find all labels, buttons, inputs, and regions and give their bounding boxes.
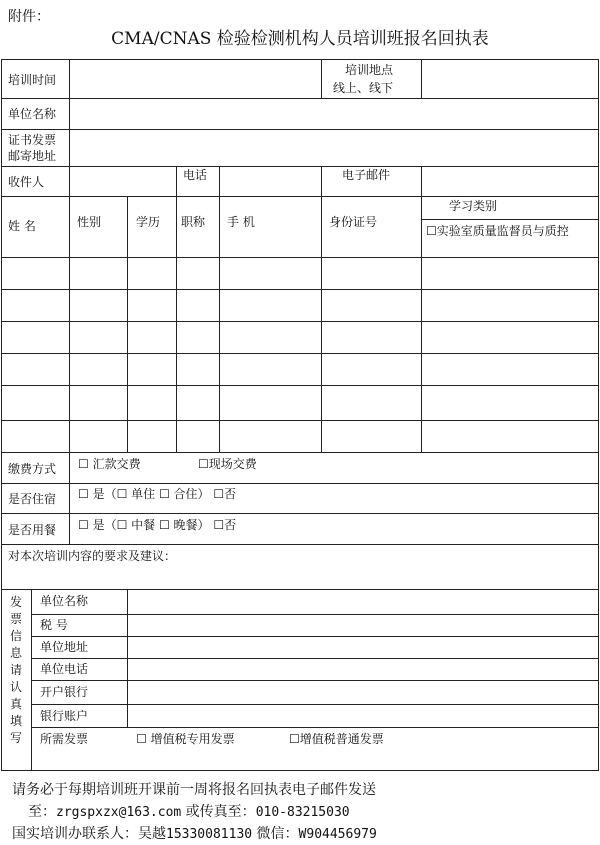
invoice-unit-address-label: 单位地址 bbox=[40, 640, 89, 654]
payment-remit-option[interactable]: ☐ 汇款交费 bbox=[78, 457, 141, 471]
suggestions-label: 对本次培训内容的要求及建议： bbox=[8, 549, 177, 563]
train-place-label: 培训地点 bbox=[345, 63, 394, 77]
invoice-required-label: 所需发票 bbox=[40, 732, 89, 746]
footer-person-line bbox=[12, 823, 377, 843]
meals-options[interactable]: ☐ 是（☐ 中餐 ☐ 晚餐） ☐否 bbox=[78, 518, 237, 532]
footer-contact-phone: 15330081130 bbox=[166, 827, 253, 842]
invoice-tax-no-label: 税 号 bbox=[40, 618, 68, 632]
footer-fax-label: 或传真至： bbox=[181, 804, 256, 820]
train-place-options: 线上、线下 bbox=[333, 81, 394, 95]
education-header: 学历 bbox=[136, 215, 161, 229]
footer-to-label: 至： bbox=[28, 804, 56, 820]
gender-header: 性别 bbox=[77, 215, 102, 229]
invoice-bank-label: 开户银行 bbox=[40, 685, 89, 699]
footer-wechat: W904456979 bbox=[298, 827, 377, 842]
job-title-header: 职称 bbox=[181, 215, 206, 229]
footer-person-label: 国实培训办联系人：吴越 bbox=[12, 826, 166, 842]
train-time-label: 培训时间 bbox=[8, 73, 57, 87]
invoice-unit-phone-label: 单位电话 bbox=[40, 662, 89, 676]
id-number-header: 身份证号 bbox=[329, 215, 378, 229]
invoice-special-option[interactable]: ☐ 增值税专用发票 bbox=[136, 732, 235, 746]
name-header: 姓 名 bbox=[8, 219, 36, 233]
study-category-option[interactable]: ☐实验室质量监督员与质控 bbox=[426, 224, 569, 238]
footer-email[interactable]: zrgspxzx@163.com bbox=[56, 805, 182, 820]
invoice-ordinary-option[interactable]: ☐增值税普通发票 bbox=[289, 732, 384, 746]
footer-instruction: 请务必于每期培训班开课前一周将报名回执表电子邮件发送 bbox=[12, 782, 376, 798]
meals-label: 是否用餐 bbox=[8, 523, 57, 537]
recipient-label: 收件人 bbox=[8, 175, 45, 189]
invoice-side-label: 发票信息请认真填写 bbox=[9, 595, 22, 745]
phone-label: 电话 bbox=[183, 168, 208, 182]
unit-name-label: 单位名称 bbox=[8, 107, 57, 121]
payment-label: 缴费方式 bbox=[8, 462, 57, 476]
mobile-header: 手 机 bbox=[227, 215, 255, 229]
email-label: 电子邮件 bbox=[342, 168, 391, 182]
cert-address-label-2: 邮寄地址 bbox=[8, 149, 57, 163]
cert-address-label-1: 证书发票 bbox=[8, 133, 57, 147]
form-title: CMA/CNAS 检验检测机构人员培训班报名回执表 bbox=[111, 29, 489, 49]
study-category-header: 学习类别 bbox=[449, 199, 498, 213]
footer-contact-line bbox=[28, 801, 350, 821]
lodging-options[interactable]: ☐ 是（☐ 单住 ☐ 合住） ☐否 bbox=[78, 487, 237, 501]
lodging-label: 是否住宿 bbox=[8, 492, 57, 506]
invoice-unit-name-label: 单位名称 bbox=[40, 594, 89, 608]
payment-onsite-option[interactable]: ☐现场交费 bbox=[198, 457, 257, 471]
attachment-label: 附件： bbox=[8, 9, 50, 25]
footer-fax: 010-83215030 bbox=[255, 805, 350, 820]
footer-wechat-label: 微信： bbox=[252, 826, 299, 842]
invoice-bank-account-label: 银行账户 bbox=[40, 709, 89, 723]
